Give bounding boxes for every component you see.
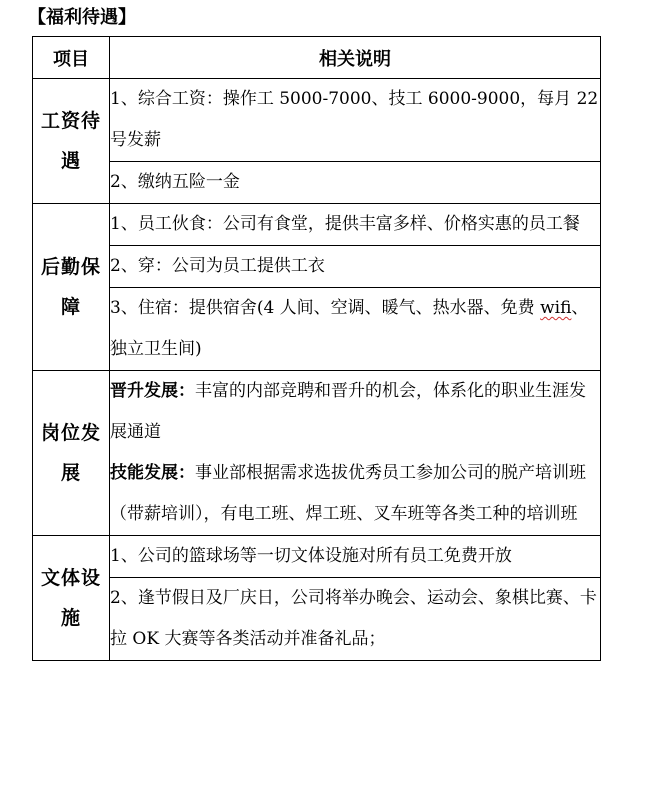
table-row xyxy=(33,536,601,578)
salary-item-2: 2、缴纳五险一金 xyxy=(110,162,601,204)
category-salary: 工资待遇 xyxy=(33,79,110,204)
promotion-paragraph xyxy=(110,371,600,453)
recreation-item-1: 1、公司的篮球场等一切文体设施对所有员工免费开放 xyxy=(110,536,601,578)
promotion-text: 丰富的内部竞聘和晋升的机会，体系化的职业生涯发展通道 xyxy=(110,381,586,442)
section-title: 【福利待遇】 xyxy=(28,7,136,28)
table-row xyxy=(33,246,601,288)
recreation-item-2: 2、逢节假日及厂庆日，公司将举办晚会、运动会、象棋比赛、卡拉 OK 大赛等各类活动并准备礼品； xyxy=(110,578,601,661)
logistics-item-3-after: 、独立卫生间) xyxy=(110,298,589,359)
table-row xyxy=(33,371,601,536)
table-row xyxy=(33,204,601,246)
spellcheck-marked-word: wifi xyxy=(540,298,572,318)
skills-label: 技能发展： xyxy=(110,463,195,483)
promotion-label: 晋升发展： xyxy=(110,381,195,401)
table-row xyxy=(33,578,601,661)
benefits-table xyxy=(32,36,601,661)
skills-text: 事业部根据需求选拔优秀员工参加公司的脱产培训班（带薪培训），有电工班、焊工班、叉车班等各类工种的培训班 xyxy=(110,463,586,524)
logistics-item-1: 1、员工伙食：公司有食堂，提供丰富多样、价格实惠的员工餐 xyxy=(110,204,601,246)
salary-item-1: 1、综合工资：操作工 5000-7000、技工 6000-9000，每月 22 号发薪 xyxy=(110,79,601,162)
header-description: 相关说明 xyxy=(110,37,601,79)
table-row xyxy=(33,162,601,204)
category-recreation: 文体设施 xyxy=(33,536,110,661)
category-logistics: 后勤保障 xyxy=(33,204,110,371)
category-career: 岗位发展 xyxy=(33,371,110,536)
logistics-item-2: 2、穿：公司为员工提供工衣 xyxy=(110,246,601,288)
skills-paragraph xyxy=(110,453,600,535)
table-row xyxy=(33,79,601,162)
logistics-item-3-before: 3、住宿：提供宿舍(4 人间、空调、暖气、热水器、免费 xyxy=(110,298,541,318)
logistics-item-3 xyxy=(110,288,601,371)
header-item: 项目 xyxy=(33,37,110,79)
career-details xyxy=(110,371,601,536)
table-header-row xyxy=(33,37,601,79)
table-row xyxy=(33,288,601,371)
